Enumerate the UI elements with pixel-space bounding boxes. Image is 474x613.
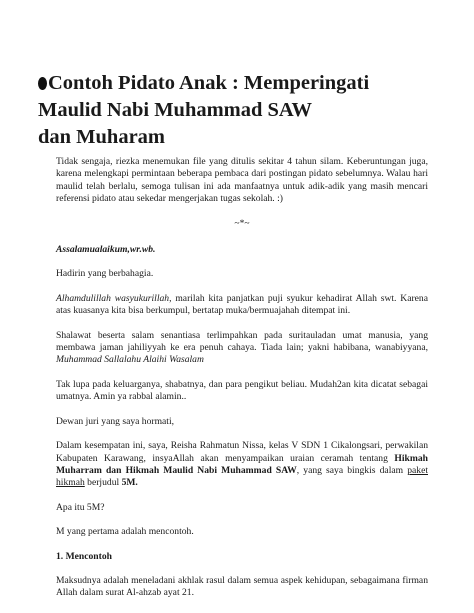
keluarga-paragraph: Tak lupa pada keluarganya, shabatnya, dan para pengikut beliau. Mudah2an kita dicatat sebagai umatnya. Amin ya rabbal alamin.. [56, 378, 428, 403]
shalawat-italic: Muhammad Sallalahu Alaihi Wasalam [56, 354, 204, 366]
title-line-2: Maulid Nabi Muhammad SAW [38, 99, 312, 121]
greeting: Assalamualaikum,wr.wb. [56, 244, 156, 256]
hadirin-line: Hadirin yang berbahagia. [56, 268, 154, 280]
title-line-1: Contoh Pidato Anak : Memperingati [38, 70, 458, 97]
intro-paragraph: Tidak sengaja, riezka menemukan file yang ditulis sekitar 4 tahun silam. Keberuntungan juga, karena melengkapi permintaan beberapa pembaca dari postingan pidato sebelumnya. Walau hari maulid telah berlalu, semoga tulisan ini ada manfaatnya untuk adik-adik yang masih mencari referensi pidato atau sekedar mengerjakan tugas sekolah. :) [56, 156, 428, 205]
pertama-line: M yang pertama adalah mencontoh. [56, 526, 194, 538]
kesempatan-paragraph: Dalam kesempatan ini, saya, Reisha Rahmatun Nissa, kelas V SDN 1 Cikalongsari, perwakilan Kabupaten Karawang, insyaAllah akan menyampaikan uraian ceramah tentang Hikmah Muharram dan Hikmah Maulid Nabi Muhammad SAW, yang saya bingkis dalam paket hikmah berjudul 5M. [56, 440, 428, 489]
section-heading-mencontoh: 1. Mencontoh [56, 550, 112, 562]
dewan-line: Dewan juri yang saya hormati, [56, 415, 175, 427]
separator: ~*~ [234, 217, 250, 229]
bullet-dot-icon [38, 77, 47, 90]
hamdalah-italic: Alhamdulillah wasyukurillah [56, 292, 170, 304]
paket-link[interactable]: paket [407, 464, 428, 476]
shalawat-paragraph: Shalawat beserta salam senantiasa terlimpahkan pada suritauladan umat manusia, yang membawa jaman jahiliyyah ke era penuh cahaya. Tiada lain; yakni habibana, wanabiyyana, Muhammad Sallalahu Alaihi Wasalam [56, 329, 428, 366]
page-title [38, 70, 458, 151]
article-body [56, 156, 428, 612]
maksudnya-paragraph: Maksudnya adalah meneladani akhlak rasul dalam semua aspek kehidupan, sebagaimana firman Allah dalam surat Al-ahzab ayat 21. [56, 574, 428, 599]
hamdalah-paragraph: Alhamdulillah wasyukurillah, marilah kita panjatkan puji syukur kehadirat Allah swt. Karena atas kuasanya kita bisa berkumpul, bertatap muka/bermuajahah ditempat ini. [56, 292, 428, 317]
hikmah-link[interactable]: hikmah [56, 477, 85, 489]
title-line-3: dan Muharam [38, 126, 166, 148]
apa-line: Apa itu 5M? [56, 501, 105, 513]
